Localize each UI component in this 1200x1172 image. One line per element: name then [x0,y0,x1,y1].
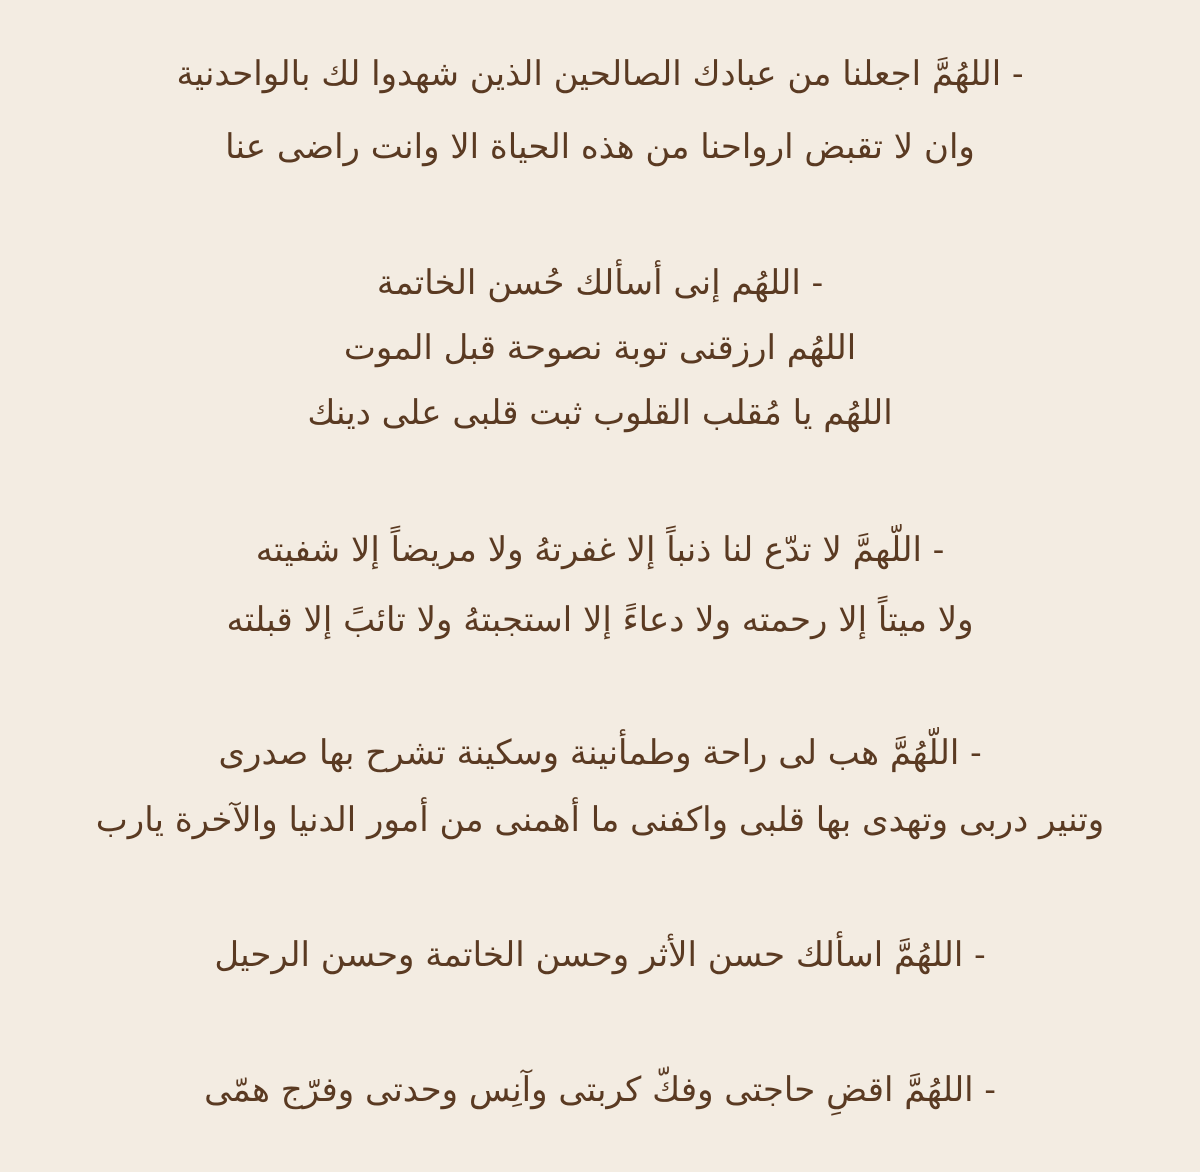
prayer-4-line-1: - اللّهُمَّ هب لى راحة وطمأنينة وسكينة تشرح بها صدرى [218,733,982,773]
prayer-2-line-3: اللهُم يا مُقلب القلوب ثبت قلبى على دينك [307,393,893,433]
prayer-3-line-1: - اللّهمَّ لا تدّع لنا ذنباً إلا غفرتهُ ولا مريضاً إلا شفيته [255,530,945,570]
prayer-3-line-2: ولا ميتاً إلا رحمته ولا دعاءً إلا استجبتهُ ولا تائبً إلا قبلته [226,600,974,640]
prayer-5-line-1: - اللهُمَّ اسألك حسن الأثر وحسن الخاتمة وحسن الرحيل [214,935,986,975]
prayer-4-line-2: وتنير دربى وتهدى بها قلبى واكفنى ما أهمنى من أمور الدنيا والآخرة يارب [95,800,1105,840]
prayer-1-line-1: - اللهُمَّ اجعلنا من عبادك الصالحين الذين شهدوا لك بالواحدنية [176,54,1024,94]
prayer-2-line-1: - اللهُم إنى أسألك حُسن الخاتمة [376,263,824,303]
prayer-6-line-1: - اللهُمَّ اقضِ حاجتى وفكّ كربتى وآنِس وحدتى وفرّج همّى [204,1070,996,1110]
prayer-2-line-2: اللهُم ارزقنى توبة نصوحة قبل الموت [343,328,857,368]
prayer-1-line-2: وان لا تقبض ارواحنا من هذه الحياة الا وانت راضى عنا [225,127,975,167]
